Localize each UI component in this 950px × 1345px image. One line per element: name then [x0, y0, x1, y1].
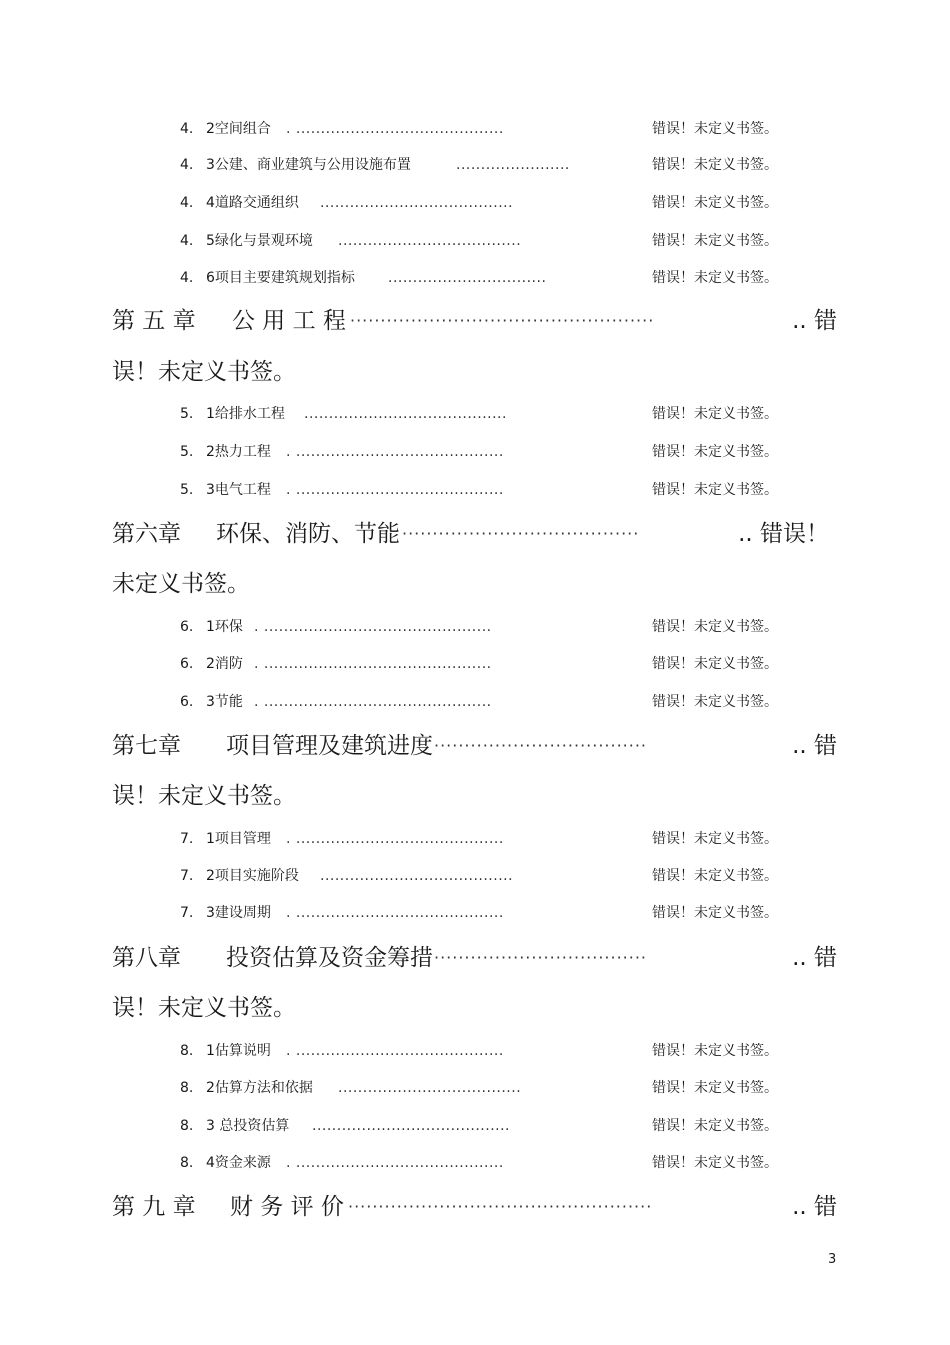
toc-entry-page-ref: 错误！未定义书签。 [652, 1043, 778, 1059]
toc-leader-dots: ................................ [388, 270, 547, 286]
toc-entry-4-3[interactable] [180, 155, 800, 175]
toc-entry-page-ref: 错误！未定义书签。 [652, 1155, 778, 1171]
toc-entry-page-ref: 错误！未定义书签。 [652, 905, 778, 921]
toc-entry-number: 7. [180, 905, 194, 921]
chapter-page-ref-continued: 误！未定义书签。 [112, 359, 296, 385]
toc-entry-6-1[interactable] [180, 617, 800, 637]
toc-entry-5-1[interactable] [180, 404, 800, 424]
toc-leader-dots: ·················································· [350, 311, 655, 330]
toc-entry-number: 8. [180, 1080, 194, 1096]
toc-leader-dots: . .......................................... [286, 1155, 504, 1171]
toc-entry-page-ref: 错误！未定义书签。 [652, 233, 778, 249]
toc-entry-title: 1项目管理 [206, 831, 271, 847]
toc-leader-dots: ··································· [434, 736, 648, 755]
toc-entry-5-3[interactable] [180, 480, 800, 500]
toc-leader-dots: . .......................................... [286, 121, 504, 137]
toc-entry-5-2[interactable] [180, 442, 800, 462]
toc-chapter-8[interactable] [112, 941, 837, 975]
toc-entry-number: 8. [180, 1043, 194, 1059]
toc-entry-7-2[interactable] [180, 866, 800, 886]
toc-leader-dots: . .......................................... [286, 482, 504, 498]
toc-entry-title: 2项目实施阶段 [206, 868, 299, 884]
chapter-page-ref: .. 错误！ [738, 521, 829, 547]
toc-entry-title: 3 总投资估算 [206, 1118, 290, 1134]
toc-leader-dots: . .............................................. [254, 694, 492, 710]
toc-entry-page-ref: 错误！未定义书签。 [652, 831, 778, 847]
chapter-page-ref: .. 错 [792, 1194, 837, 1220]
chapter-number: 第 五 章 [112, 308, 196, 334]
toc-entry-title: 1给排水工程 [206, 406, 285, 422]
toc-entry-8-4[interactable] [180, 1153, 800, 1173]
toc-leader-dots: ..................................... [338, 1080, 522, 1096]
toc-entry-page-ref: 错误！未定义书签。 [652, 444, 778, 460]
chapter-page-ref: .. 错 [792, 945, 837, 971]
toc-entry-number: 5. [180, 482, 194, 498]
toc-entry-page-ref: 错误！未定义书签。 [652, 195, 778, 211]
toc-entry-title: 3电气工程 [206, 482, 271, 498]
page-number: 3 [828, 1252, 837, 1267]
chapter-number: 第七章 [112, 733, 181, 759]
toc-chapter-5[interactable] [112, 304, 837, 338]
toc-entry-number: 7. [180, 831, 194, 847]
toc-entry-number: 8. [180, 1155, 194, 1171]
toc-leader-dots: ..................................... [338, 233, 522, 249]
toc-entry-title: 2消防 [206, 656, 243, 672]
toc-entry-number: 7. [180, 868, 194, 884]
chapter-number: 第六章 [112, 521, 181, 547]
chapter-title: 投资估算及资金筹措 [226, 945, 433, 971]
toc-entry-4-4[interactable] [180, 193, 800, 213]
toc-entry-6-3[interactable] [180, 692, 800, 712]
chapter-number: 第 九 章 [112, 1194, 196, 1220]
toc-entry-7-3[interactable] [180, 903, 800, 923]
chapter-page-ref-continued: 误！未定义书签。 [112, 995, 296, 1021]
toc-entry-number: 6. [180, 694, 194, 710]
chapter-page-ref: .. 错 [792, 733, 837, 759]
toc-entry-title: 3节能 [206, 694, 243, 710]
chapter-page-ref-continued: 误！未定义书签。 [112, 783, 296, 809]
toc-leader-dots: ....................... [456, 157, 570, 173]
chapter-page-ref-continued: 未定义书签。 [112, 571, 250, 597]
toc-entry-title: 3公建、商业建筑与公用设施布置 [206, 157, 411, 173]
toc-entry-4-5[interactable] [180, 231, 800, 251]
toc-entry-page-ref: 错误！未定义书签。 [652, 157, 778, 173]
toc-entry-number: 5. [180, 406, 194, 422]
toc-entry-4-2[interactable] [180, 119, 800, 139]
chapter-number: 第八章 [112, 945, 181, 971]
chapter-title: 环保、消防、节能 [216, 521, 400, 547]
toc-entry-page-ref: 错误！未定义书签。 [652, 482, 778, 498]
toc-entry-number: 4. [180, 195, 194, 211]
toc-entry-4-6[interactable] [180, 268, 800, 288]
chapter-page-ref: .. 错 [792, 308, 837, 334]
toc-entry-6-2[interactable] [180, 654, 800, 674]
toc-leader-dots: ....................................... [320, 195, 514, 211]
toc-leader-dots: ······································· [402, 524, 640, 543]
toc-entry-8-2[interactable] [180, 1078, 800, 1098]
toc-entry-number: 4. [180, 233, 194, 249]
toc-entry-page-ref: 错误！未定义书签。 [652, 619, 778, 635]
chapter-title: 项目管理及建筑进度 [226, 733, 433, 759]
toc-leader-dots: . .......................................... [286, 444, 504, 460]
toc-leader-dots: ....................................... [320, 868, 514, 884]
toc-entry-number: 4. [180, 121, 194, 137]
toc-entry-number: 6. [180, 656, 194, 672]
toc-leader-dots: . .............................................. [254, 656, 492, 672]
toc-chapter-6[interactable] [112, 517, 837, 551]
toc-entry-title: 6项目主要建筑规划指标 [206, 270, 355, 286]
toc-entry-title: 2热力工程 [206, 444, 271, 460]
toc-entry-title: 1环保 [206, 619, 243, 635]
toc-entry-page-ref: 错误！未定义书签。 [652, 1080, 778, 1096]
toc-entry-title: 1估算说明 [206, 1043, 271, 1059]
toc-entry-page-ref: 错误！未定义书签。 [652, 121, 778, 137]
toc-entry-page-ref: 错误！未定义书签。 [652, 406, 778, 422]
toc-leader-dots: ......................................... [304, 406, 507, 422]
toc-entry-page-ref: 错误！未定义书签。 [652, 270, 778, 286]
toc-entry-number: 8. [180, 1118, 194, 1134]
toc-entry-title: 4资金来源 [206, 1155, 271, 1171]
toc-leader-dots: . .......................................... [286, 831, 504, 847]
toc-entry-title: 4道路交通组织 [206, 195, 299, 211]
toc-entry-number: 6. [180, 619, 194, 635]
toc-leader-dots: ........................................ [312, 1118, 511, 1134]
toc-leader-dots: ··································· [434, 948, 648, 967]
toc-leader-dots: . .............................................. [254, 619, 492, 635]
toc-entry-page-ref: 错误！未定义书签。 [652, 656, 778, 672]
toc-chapter-7[interactable] [112, 729, 837, 763]
toc-chapter-9[interactable] [112, 1190, 837, 1224]
chapter-title: 财 务 评 价 [230, 1194, 344, 1220]
toc-entry-title: 3建设周期 [206, 905, 271, 921]
toc-entry-number: 4. [180, 270, 194, 286]
toc-leader-dots: . .......................................... [286, 905, 504, 921]
toc-leader-dots: ·················································· [348, 1197, 653, 1216]
toc-entry-page-ref: 错误！未定义书签。 [652, 694, 778, 710]
toc-entry-page-ref: 错误！未定义书签。 [652, 868, 778, 884]
toc-entry-7-1[interactable] [180, 829, 800, 849]
toc-entry-title: 2估算方法和依据 [206, 1080, 313, 1096]
toc-entry-title: 2空间组合 [206, 121, 271, 137]
toc-entry-page-ref: 错误！未定义书签。 [652, 1118, 778, 1134]
toc-entry-8-3[interactable] [180, 1116, 800, 1136]
toc-leader-dots: . .......................................... [286, 1043, 504, 1059]
chapter-title: 公 用 工 程 [232, 308, 346, 334]
toc-entry-title: 5绿化与景观环境 [206, 233, 313, 249]
toc-entry-number: 5. [180, 444, 194, 460]
toc-entry-number: 4. [180, 157, 194, 173]
toc-entry-8-1[interactable] [180, 1041, 800, 1061]
